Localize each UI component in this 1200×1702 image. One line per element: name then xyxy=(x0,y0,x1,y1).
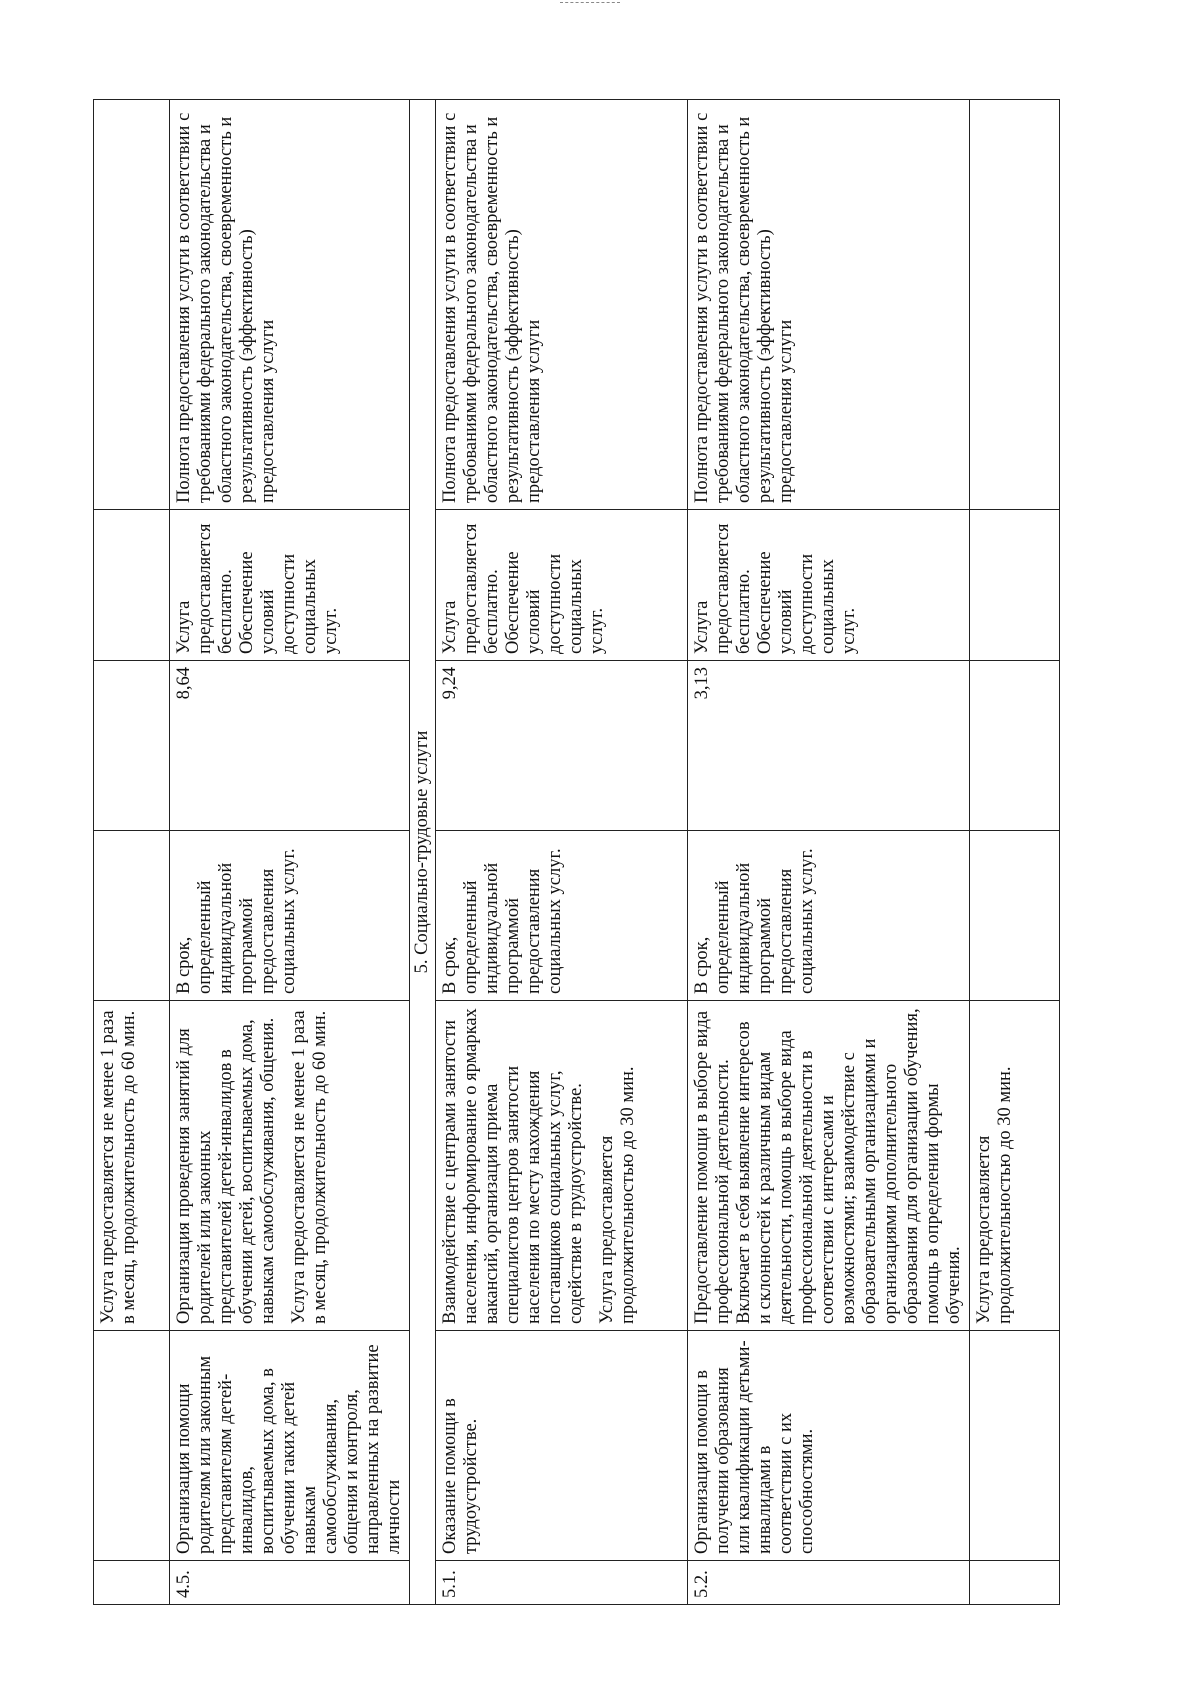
table-row xyxy=(94,100,170,1605)
service-criteria: Полнота предоставления услуги в соответствии с требованиями федерального законодательства и областного законодательства, своевременность и результативность (эффективность) предоставления услуги xyxy=(436,100,688,510)
scan-mark xyxy=(560,2,620,3)
service-conditions xyxy=(94,510,170,661)
service-description: Предоставление помощи в выборе вида профессиональной деятельности. Включает в себя выявление интересов и склонностей к различным видам деятельности, помощь в выборе вида профессиональной деятельности в соответствии с интересами и возможностями; взаимодействие с образовательными организациями и организациями дополнительного образования для организации обучения, помощь в определении формы обучения. xyxy=(688,1001,970,1331)
service-term: В срок, определенный индивидуальной программой предоставления социальных услуг. xyxy=(436,831,688,1001)
description-note: Услуга предоставляется продолжительностью до 30 мин. xyxy=(597,1066,638,1324)
description-text: Взаимодействие с центрами занятости населения, информирование о ярмарках вакансий, организация приема специалистов центров занятости населения по месту нахождения поставщиков социальных услуг, содействие в трудоустройстве. xyxy=(440,1008,586,1324)
table-row xyxy=(970,100,1060,1605)
row-number: 5.1. xyxy=(436,1561,688,1605)
table-row xyxy=(688,100,970,1605)
service-name: Оказание помощи в трудоустройстве. xyxy=(436,1331,688,1561)
service-value xyxy=(94,661,170,831)
description-note: Услуга предоставляется не менее 1 раза в месяц, продолжительность до 60 мин. xyxy=(289,1010,330,1324)
table-row xyxy=(436,100,688,1605)
service-term xyxy=(970,831,1060,1001)
service-conditions xyxy=(970,510,1060,661)
service-criteria: Полнота предоставления услуги в соответствии с требованиями федерального законодательства и областного законодательства, своевременность и результативность (эффективность) предоставления услуги xyxy=(170,100,410,510)
service-conditions: Услуга предоставляется бесплатно. Обеспечение условий доступности социальных услуг. xyxy=(170,510,410,661)
service-name xyxy=(970,1331,1060,1561)
row-number: 5.2. xyxy=(688,1561,970,1605)
service-value xyxy=(970,661,1060,831)
service-value: 9,24 xyxy=(436,661,688,831)
service-description: Услуга предоставляется не менее 1 раза в месяц, продолжительность до 60 мин. xyxy=(94,1001,170,1331)
description-text: Организация проведения занятий для родителей или законных представителей детей-инвалидов в обучении детей, воспитываемых дома, навыкам самообслуживания, общения. xyxy=(174,1017,278,1324)
service-term: В срок, определенный индивидуальной программой предоставления социальных услуг. xyxy=(170,831,410,1001)
service-term: В срок, определенный индивидуальной программой предоставления социальных услуг. xyxy=(688,831,970,1001)
rotated-page xyxy=(93,100,1051,1605)
service-description xyxy=(170,1001,410,1331)
service-description: Услуга предоставляется продолжительностью до 30 мин. xyxy=(970,1001,1060,1331)
service-criteria xyxy=(94,100,170,510)
table-row xyxy=(170,100,410,1605)
section-header-row xyxy=(410,100,436,1605)
service-conditions: Услуга предоставляется бесплатно. Обеспечение условий доступности социальных услуг. xyxy=(436,510,688,661)
row-number xyxy=(94,1561,170,1605)
service-description xyxy=(436,1001,688,1331)
services-table xyxy=(93,99,1060,1605)
service-value: 8,64 xyxy=(170,661,410,831)
service-criteria: Полнота предоставления услуги в соответствии с требованиями федерального законодательства и областного законодательства, своевременность и результативность (эффективность) предоставления услуги xyxy=(688,100,970,510)
service-criteria xyxy=(970,100,1060,510)
service-conditions: Услуга предоставляется бесплатно. Обеспечение условий доступности социальных услуг. xyxy=(688,510,970,661)
row-number xyxy=(970,1561,1060,1605)
row-number: 4.5. xyxy=(170,1561,410,1605)
service-term xyxy=(94,831,170,1001)
service-name: Организация помощи родителям или законным представителям детей-инвалидов, воспитываемых дома, в обучении таких детей навыкам самообслуживания, общения и контроля, направленных на развитие личности xyxy=(170,1331,410,1561)
section-title: 5. Социально-трудовые услуги xyxy=(410,100,436,1605)
service-name: Организация помощи в получении образования или квалификации детьми-инвалидами в соответствии с их способностями. xyxy=(688,1331,970,1561)
service-name xyxy=(94,1331,170,1561)
service-value: 3,13 xyxy=(688,661,970,831)
